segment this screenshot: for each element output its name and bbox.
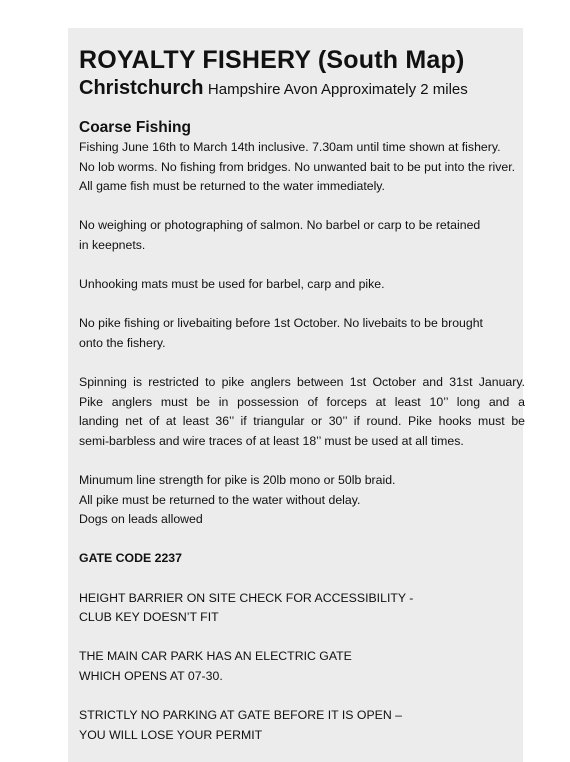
page-subtitle xyxy=(79,76,525,102)
notice-height-barrier xyxy=(79,589,525,628)
text-line: Spinning is restricted to pike anglers between 1st October and 31st January. xyxy=(79,375,525,390)
rules-paragraph-spinning xyxy=(79,373,525,451)
notice-electric-gate xyxy=(79,647,525,686)
town-name: Christchurch xyxy=(79,77,204,99)
text-line: in keepnets. xyxy=(79,237,146,252)
section-heading: Coarse Fishing xyxy=(79,119,191,136)
notice-no-parking xyxy=(79,706,525,745)
rules-paragraph-unhooking xyxy=(79,275,525,295)
text-line: Pike anglers must be in possession of forceps at least 10’’ long and a xyxy=(79,394,525,409)
rules-paragraph-pike-season xyxy=(79,314,525,353)
text-line: No weighing or photographing of salmon. No barbel or carp to be retained xyxy=(79,218,481,233)
text-line: onto the fishery. xyxy=(79,335,166,350)
text-line: YOU WILL LOSE YOUR PERMIT xyxy=(79,727,263,742)
text-line: WHICH OPENS AT 07-30. xyxy=(79,669,223,684)
page-title: ROYALTY FISHERY (South Map) xyxy=(79,46,465,74)
text-line: CLUB KEY DOESN’T FIT xyxy=(79,610,219,625)
text-line: All pike must be returned to the water without delay. xyxy=(79,492,361,507)
rules-paragraph-salmon xyxy=(79,216,525,255)
text-line: STRICTLY NO PARKING AT GATE BEFORE IT IS OPEN – xyxy=(79,708,402,723)
text-line: No pike fishing or livebaiting before 1st October. No livebaits to be brought xyxy=(79,316,483,331)
rules-paragraph-pike-tackle xyxy=(79,471,525,530)
text-line: Fishing June 16th to March 14th inclusive. 7.30am until time shown at fishery. xyxy=(79,140,501,154)
text-line: THE MAIN CAR PARK HAS AN ELECTRIC GATE xyxy=(79,649,352,664)
text-line: Unhooking mats must be used for barbel, carp and pike. xyxy=(79,277,385,292)
document-content xyxy=(79,44,525,745)
text-line: Dogs on leads allowed xyxy=(79,512,203,527)
text-line: semi-barbless and wire traces of at least 18’’ must be used at all times. xyxy=(79,433,464,448)
text-line: All game fish must be returned to the water immediately. xyxy=(79,179,385,194)
gate-code: GATE CODE 2237 xyxy=(79,551,182,566)
rules-paragraph-season xyxy=(79,138,525,197)
text-line: HEIGHT BARRIER ON SITE CHECK FOR ACCESSIBILITY - xyxy=(79,590,414,605)
river-description: Hampshire Avon Approximately 2 miles xyxy=(207,81,468,98)
text-line: Minumum line strength for pike is 20lb mono or 50lb braid. xyxy=(79,473,396,488)
text-line: No lob worms. No fishing from bridges. No unwanted bait to be put into the river. xyxy=(79,159,516,174)
text-line: landing net of at least 36’’ if triangular or 30’’ if round. Pike hooks must be xyxy=(79,414,525,429)
